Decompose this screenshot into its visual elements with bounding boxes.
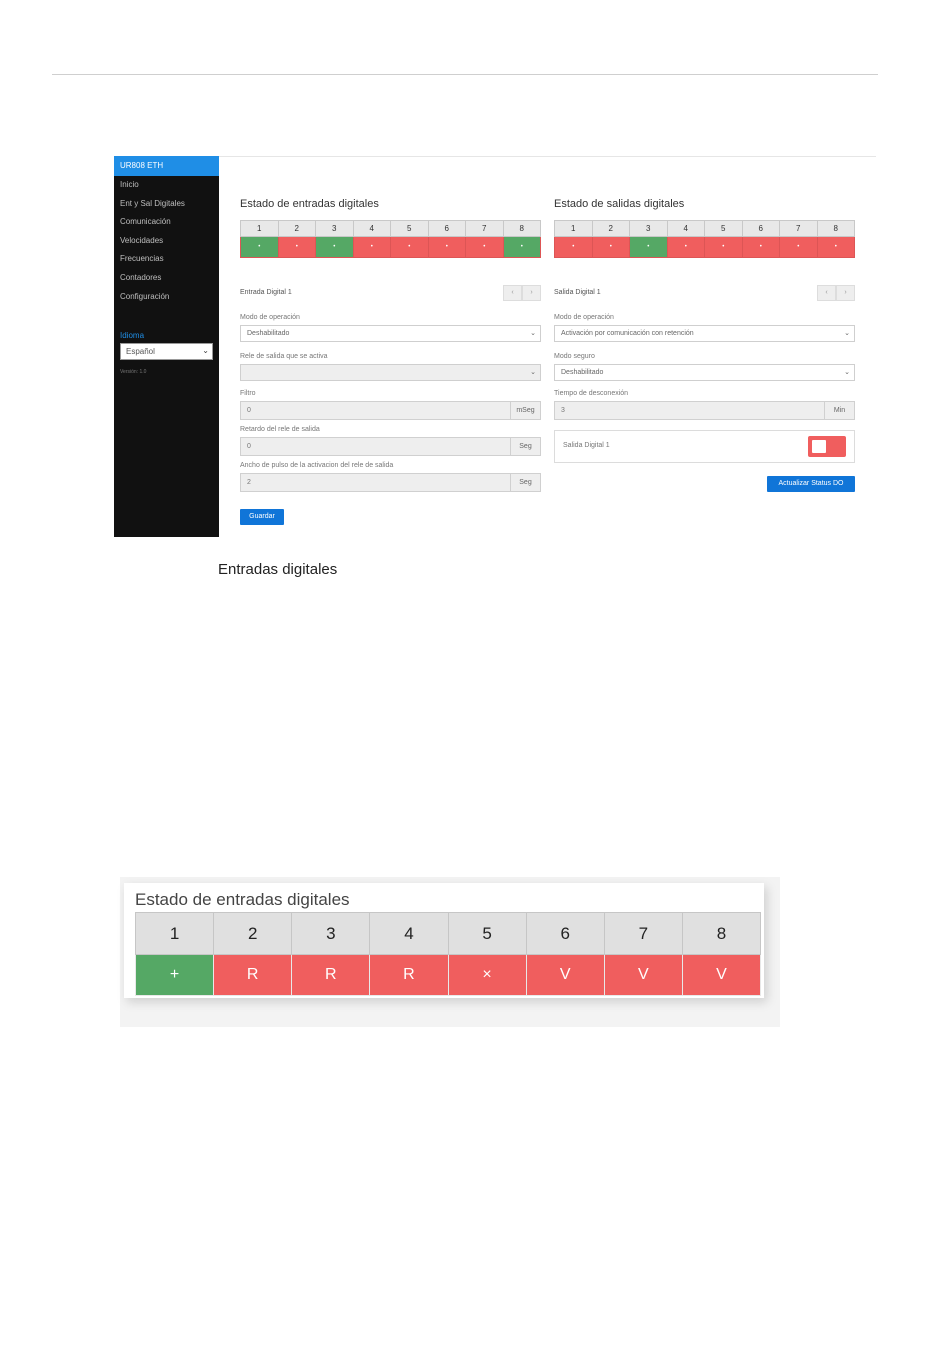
nav-item-comunicacion[interactable]: Comunicación — [120, 217, 171, 227]
tiempo-desconexion-unit: Min — [825, 401, 855, 420]
output-channel-header-5: 5 — [705, 221, 743, 237]
chevron-down-icon: ⌄ — [530, 369, 536, 376]
figure-caption: Entradas digitales — [218, 561, 338, 578]
save-button[interactable]: Guardar — [240, 509, 284, 525]
modo-seguro-label: Modo seguro — [554, 353, 595, 360]
update-status-button[interactable]: Actualizar Status DO — [767, 476, 855, 492]
content-top-border — [219, 156, 876, 157]
zoom-channel-value-4: R — [370, 955, 448, 996]
ancho-pulso-input[interactable]: 2 — [240, 473, 511, 492]
next-output-button[interactable]: › — [836, 285, 855, 301]
zoom-status-table — [135, 912, 761, 996]
input-channel-header-4: 4 — [353, 221, 391, 237]
input-selector-row — [240, 289, 541, 296]
input-channel-header-3: 3 — [316, 221, 354, 237]
language-select[interactable] — [120, 343, 213, 360]
input-channel-header-5: 5 — [391, 221, 429, 237]
input-channel-state-1: • — [241, 237, 279, 258]
inputs-panel — [240, 198, 541, 520]
input-channel-header-7: 7 — [466, 221, 504, 237]
filtro-label: Filtro — [240, 390, 256, 397]
input-channel-state-4: • — [353, 237, 391, 258]
version-text: Versión: 1.0 — [120, 369, 147, 376]
output-channel-state-8: • — [817, 237, 855, 258]
output-channel-state-3: • — [630, 237, 668, 258]
selected-output-label: Salida Digital 1 — [554, 289, 601, 296]
nav-item-ent-sal-digitales[interactable]: Ent y Sal Digitales — [120, 198, 185, 208]
retardo-unit: Seg — [511, 437, 541, 456]
output-channel-header-2: 2 — [592, 221, 630, 237]
tiempo-desconexion-input[interactable]: 3 — [554, 401, 825, 420]
selected-input-label: Entrada Digital 1 — [240, 289, 292, 296]
input-channel-state-7: • — [466, 237, 504, 258]
zoom-channel-header-3: 3 — [292, 913, 370, 955]
output-channel-state-4: • — [667, 237, 705, 258]
nav-item-frecuencias[interactable]: Frecuencias — [120, 254, 164, 264]
output-pager — [817, 285, 855, 301]
filtro-group — [240, 390, 541, 420]
output-channel-header-3: 3 — [630, 221, 668, 237]
input-pager — [503, 285, 541, 301]
zoom-channel-value-1: + — [136, 955, 214, 996]
nav-item-contadores[interactable]: Contadores — [120, 272, 162, 282]
nav-item-velocidades[interactable]: Velocidades — [120, 235, 164, 245]
chevron-down-icon: ⌄ — [844, 369, 850, 376]
input-channel-state-5: • — [391, 237, 429, 258]
language-label: Idioma — [120, 331, 145, 341]
next-input-button[interactable]: › — [522, 285, 541, 301]
out-modo-operacion-value: Activación por comunicación con retención — [561, 330, 694, 337]
input-channel-state-2: • — [278, 237, 316, 258]
ancho-pulso-unit: Seg — [511, 473, 541, 492]
prev-output-button[interactable]: ‹ — [817, 285, 836, 301]
ancho-pulso-group — [240, 462, 541, 492]
input-channel-header-6: 6 — [428, 221, 466, 237]
output-channel-state-7: • — [780, 237, 818, 258]
output-toggle-label: Salida Digital 1 — [563, 442, 610, 449]
chevron-down-icon: ⌄ — [844, 330, 850, 337]
sidebar — [114, 156, 219, 537]
zoom-channel-header-8: 8 — [682, 913, 760, 955]
output-toggle-card — [554, 430, 855, 463]
modo-seguro-select[interactable] — [554, 364, 855, 381]
output-selector-row — [554, 289, 855, 296]
output-channel-header-8: 8 — [817, 221, 855, 237]
output-toggle-switch[interactable] — [808, 436, 846, 457]
chevron-down-icon: ⌄ — [202, 346, 209, 356]
zoom-channel-header-2: 2 — [214, 913, 292, 955]
input-channel-state-6: • — [428, 237, 466, 258]
out-modo-operacion-label: Modo de operación — [554, 314, 614, 321]
output-channel-header-1: 1 — [555, 221, 593, 237]
rele-salida-label: Rele de salida que se activa — [240, 353, 328, 360]
rele-salida-select[interactable] — [240, 364, 541, 381]
retardo-group — [240, 426, 541, 456]
nav-item-configuracion[interactable]: Configuración — [120, 291, 170, 301]
zoom-title: Estado de entradas digitales — [135, 890, 350, 909]
zoom-channel-value-8: V — [682, 955, 760, 996]
input-channel-header-8: 8 — [503, 221, 541, 237]
prev-input-button[interactable]: ‹ — [503, 285, 522, 301]
filtro-unit: mSeg — [511, 401, 541, 420]
zoom-channel-header-5: 5 — [448, 913, 526, 955]
output-channel-state-6: • — [742, 237, 780, 258]
inputs-title: Estado de entradas digitales — [240, 198, 379, 210]
zoom-channel-value-7: V — [604, 955, 682, 996]
outputs-title: Estado de salidas digitales — [554, 198, 685, 210]
input-channel-header-1: 1 — [241, 221, 279, 237]
modo-operacion-label: Modo de operación — [240, 314, 300, 321]
tiempo-desconexion-label: Tiempo de desconexión — [554, 390, 629, 397]
ancho-pulso-label: Ancho de pulso de la activacion del rele de salida — [240, 462, 394, 469]
outputs-panel — [554, 198, 855, 487]
zoom-channel-header-4: 4 — [370, 913, 448, 955]
output-channel-header-4: 4 — [667, 221, 705, 237]
modo-operacion-select[interactable] — [240, 325, 541, 342]
zoomed-inputs-card — [124, 883, 764, 998]
rele-salida-group — [240, 353, 541, 381]
modo-seguro-value: Deshabilitado — [561, 369, 604, 376]
chevron-down-icon: ⌄ — [530, 330, 536, 337]
output-channel-state-2: • — [592, 237, 630, 258]
nav-item-inicio[interactable]: Inicio — [120, 180, 139, 189]
ui-screenshot — [114, 156, 876, 537]
input-channel-state-3: • — [316, 237, 354, 258]
language-select-value: Español — [126, 347, 155, 357]
zoom-channel-header-6: 6 — [526, 913, 604, 955]
modo-seguro-group — [554, 353, 855, 381]
retardo-label: Retardo del rele de salida — [240, 426, 320, 433]
output-channel-state-5: • — [705, 237, 743, 258]
zoom-channel-value-6: V — [526, 955, 604, 996]
input-channel-header-2: 2 — [278, 221, 316, 237]
outputs-status-table — [554, 220, 855, 258]
modo-operacion-group — [240, 314, 541, 342]
tiempo-desconexion-group — [554, 390, 855, 420]
zoom-channel-value-2: R — [214, 955, 292, 996]
zoom-channel-header-1: 1 — [136, 913, 214, 955]
toggle-knob — [812, 440, 826, 453]
zoom-channel-value-5: × — [448, 955, 526, 996]
out-modo-operacion-select[interactable] — [554, 325, 855, 342]
zoomed-inputs-figure — [120, 877, 780, 1027]
output-channel-header-6: 6 — [742, 221, 780, 237]
out-modo-operacion-group — [554, 314, 855, 342]
output-channel-state-1: • — [555, 237, 593, 258]
brand-title[interactable]: UR808 ETH — [114, 156, 219, 176]
zoom-channel-header-7: 7 — [604, 913, 682, 955]
inputs-status-table — [240, 220, 541, 258]
modo-operacion-value: Deshabilitado — [247, 330, 290, 337]
page-top-rule — [52, 74, 878, 75]
filtro-input[interactable]: 0 — [240, 401, 511, 420]
output-channel-header-7: 7 — [780, 221, 818, 237]
zoom-channel-value-3: R — [292, 955, 370, 996]
input-channel-state-8: • — [503, 237, 541, 258]
retardo-input[interactable]: 0 — [240, 437, 511, 456]
